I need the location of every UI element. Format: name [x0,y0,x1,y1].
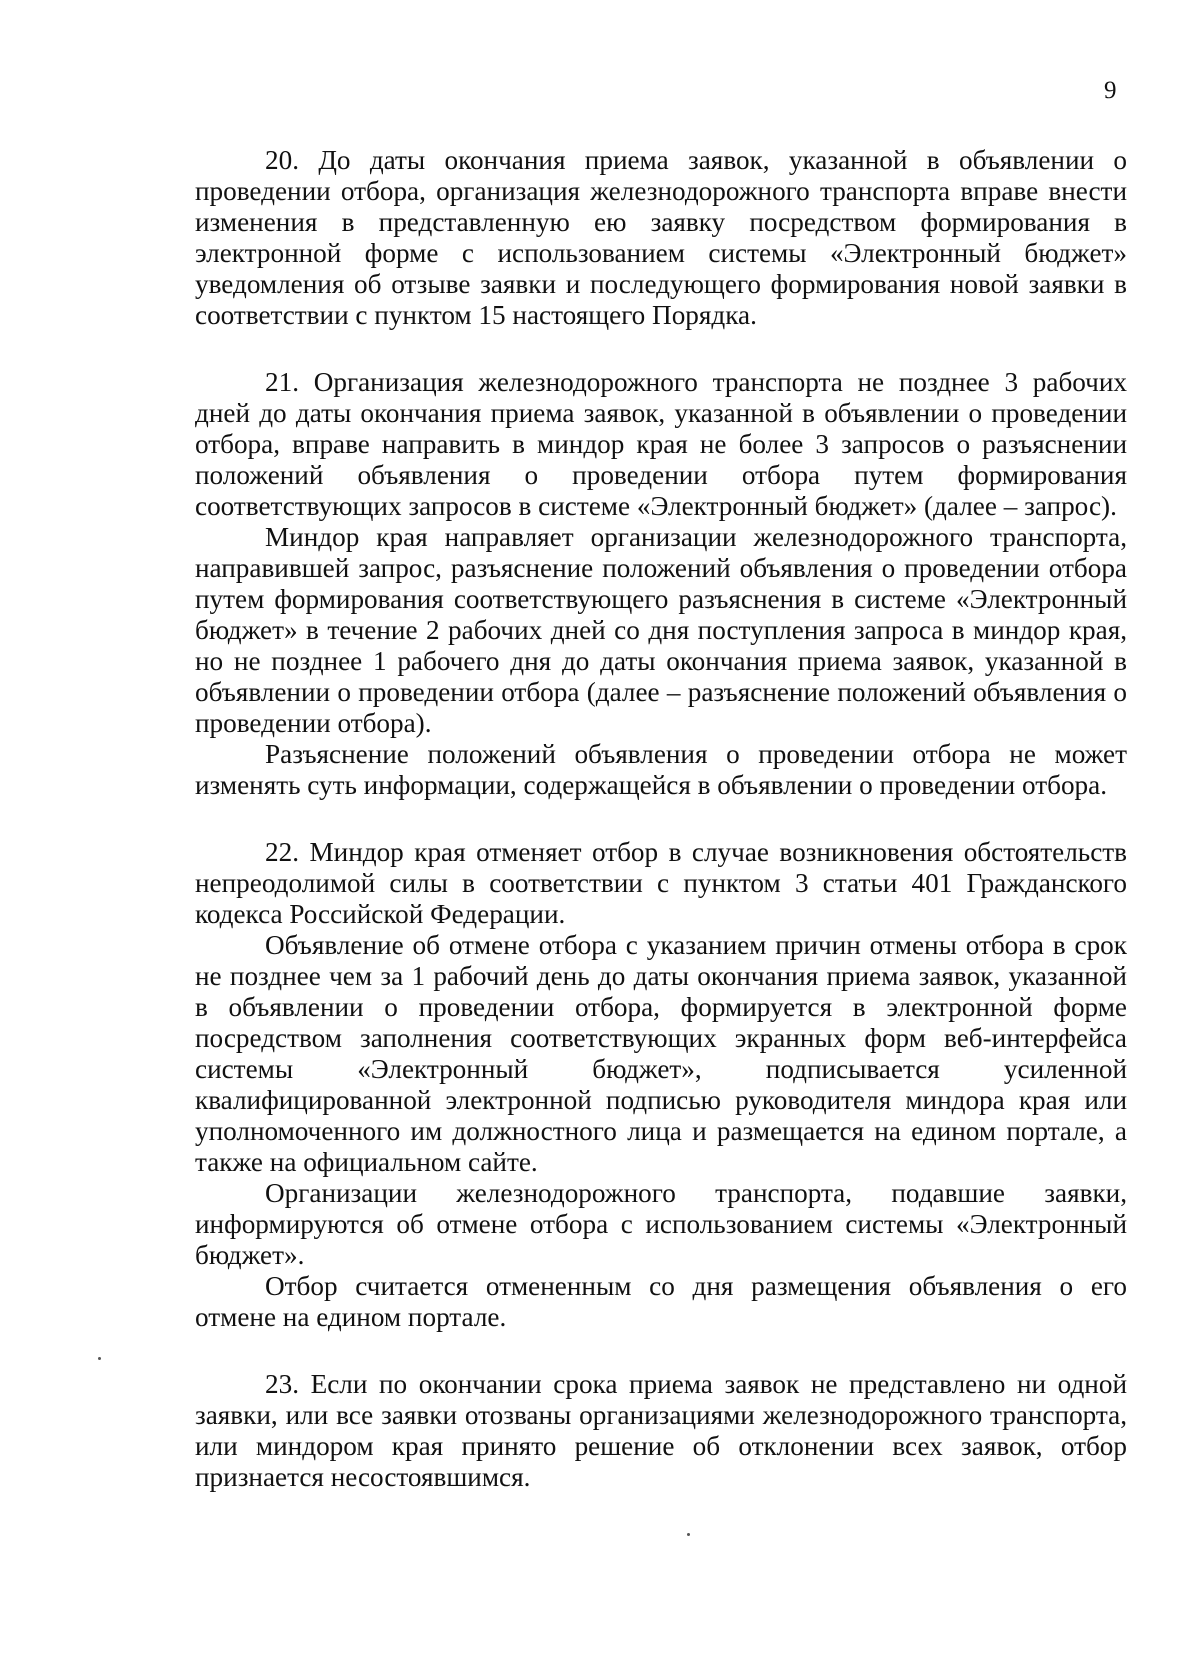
paragraph: 21. Организация железнодорожного транспорта не позднее 3 рабочих дней до даты окончания приема заявок, указанной в объявлении о проведении отбора, вправе направить в миндор края не более 3 запросов о разъяснении положений объявления о проведении отбора путем формирования соответствующих запросов в системе «Электронный бюджет» (далее – запрос). [195,367,1127,521]
paragraph: 22. Миндор края отменяет отбор в случае возникновения обстоятельств непреодолимой силы в соответствии с пунктом 3 статьи 401 Гражданского кодекса Российской Федерации. [195,837,1127,929]
scan-speck [98,1357,101,1360]
document-body [195,145,1127,1529]
paragraph: Отбор считается отмененным со дня размещения объявления о его отмене на едином портале. [195,1271,1127,1332]
scan-speck [687,1533,690,1536]
paragraph: 23. Если по окончании срока приема заявок не представлено ни одной заявки, или все заявки отозваны организациями железнодорожного транспорта, или миндором края принято решение об отклонении всех заявок, отбор признается несостоявшимся. [195,1369,1127,1492]
paragraph: Разъяснение положений объявления о проведении отбора не может изменять суть информации, содержащейся в объявлении о проведении отбора. [195,739,1127,800]
page-number: 9 [1104,77,1117,104]
clause-20 [195,145,1127,331]
paragraph: Объявление об отмене отбора с указанием причин отмены отбора в срок не позднее чем за 1 рабочий день до даты окончания приема заявок, указанной в объявлении о проведении отбора, формируется в электронной форме посредством заполнения соответствующих экранных форм веб-интерфейса системы «Электронный бюджет», подписывается усиленной квалифицированной электронной подписью руководителя миндора края или уполномоченного им должностного лица и размещается на едином портале, а также на официальном сайте. [195,930,1127,1177]
clause-22 [195,837,1127,1333]
paragraph: Организации железнодорожного транспорта, подавшие заявки, информируются об отмене отбора с использованием системы «Электронный бюджет». [195,1178,1127,1270]
clause-23 [195,1369,1127,1493]
clause-21 [195,367,1127,801]
paragraph: Миндор края направляет организации железнодорожного транспорта, направившей запрос, разъяснение положений объявления о проведении отбора путем формирования соответствующего разъяснения в системе «Электронный бюджет» в течение 2 рабочих дней со дня поступления запроса в миндор края, но не позднее 1 рабочего дня до даты окончания приема заявок, указанной в объявлении о проведении отбора (далее – разъяснение положений объявления о проведении отбора). [195,522,1127,738]
paragraph: 20. До даты окончания приема заявок, указанной в объявлении о проведении отбора, организация железнодорожного транспорта вправе внести изменения в представленную ею заявку посредством формирования в электронной форме с использованием системы «Электронный бюджет» уведомления об отзыве заявки и последующего формирования новой заявки в соответствии с пунктом 15 настоящего Порядка. [195,145,1127,330]
